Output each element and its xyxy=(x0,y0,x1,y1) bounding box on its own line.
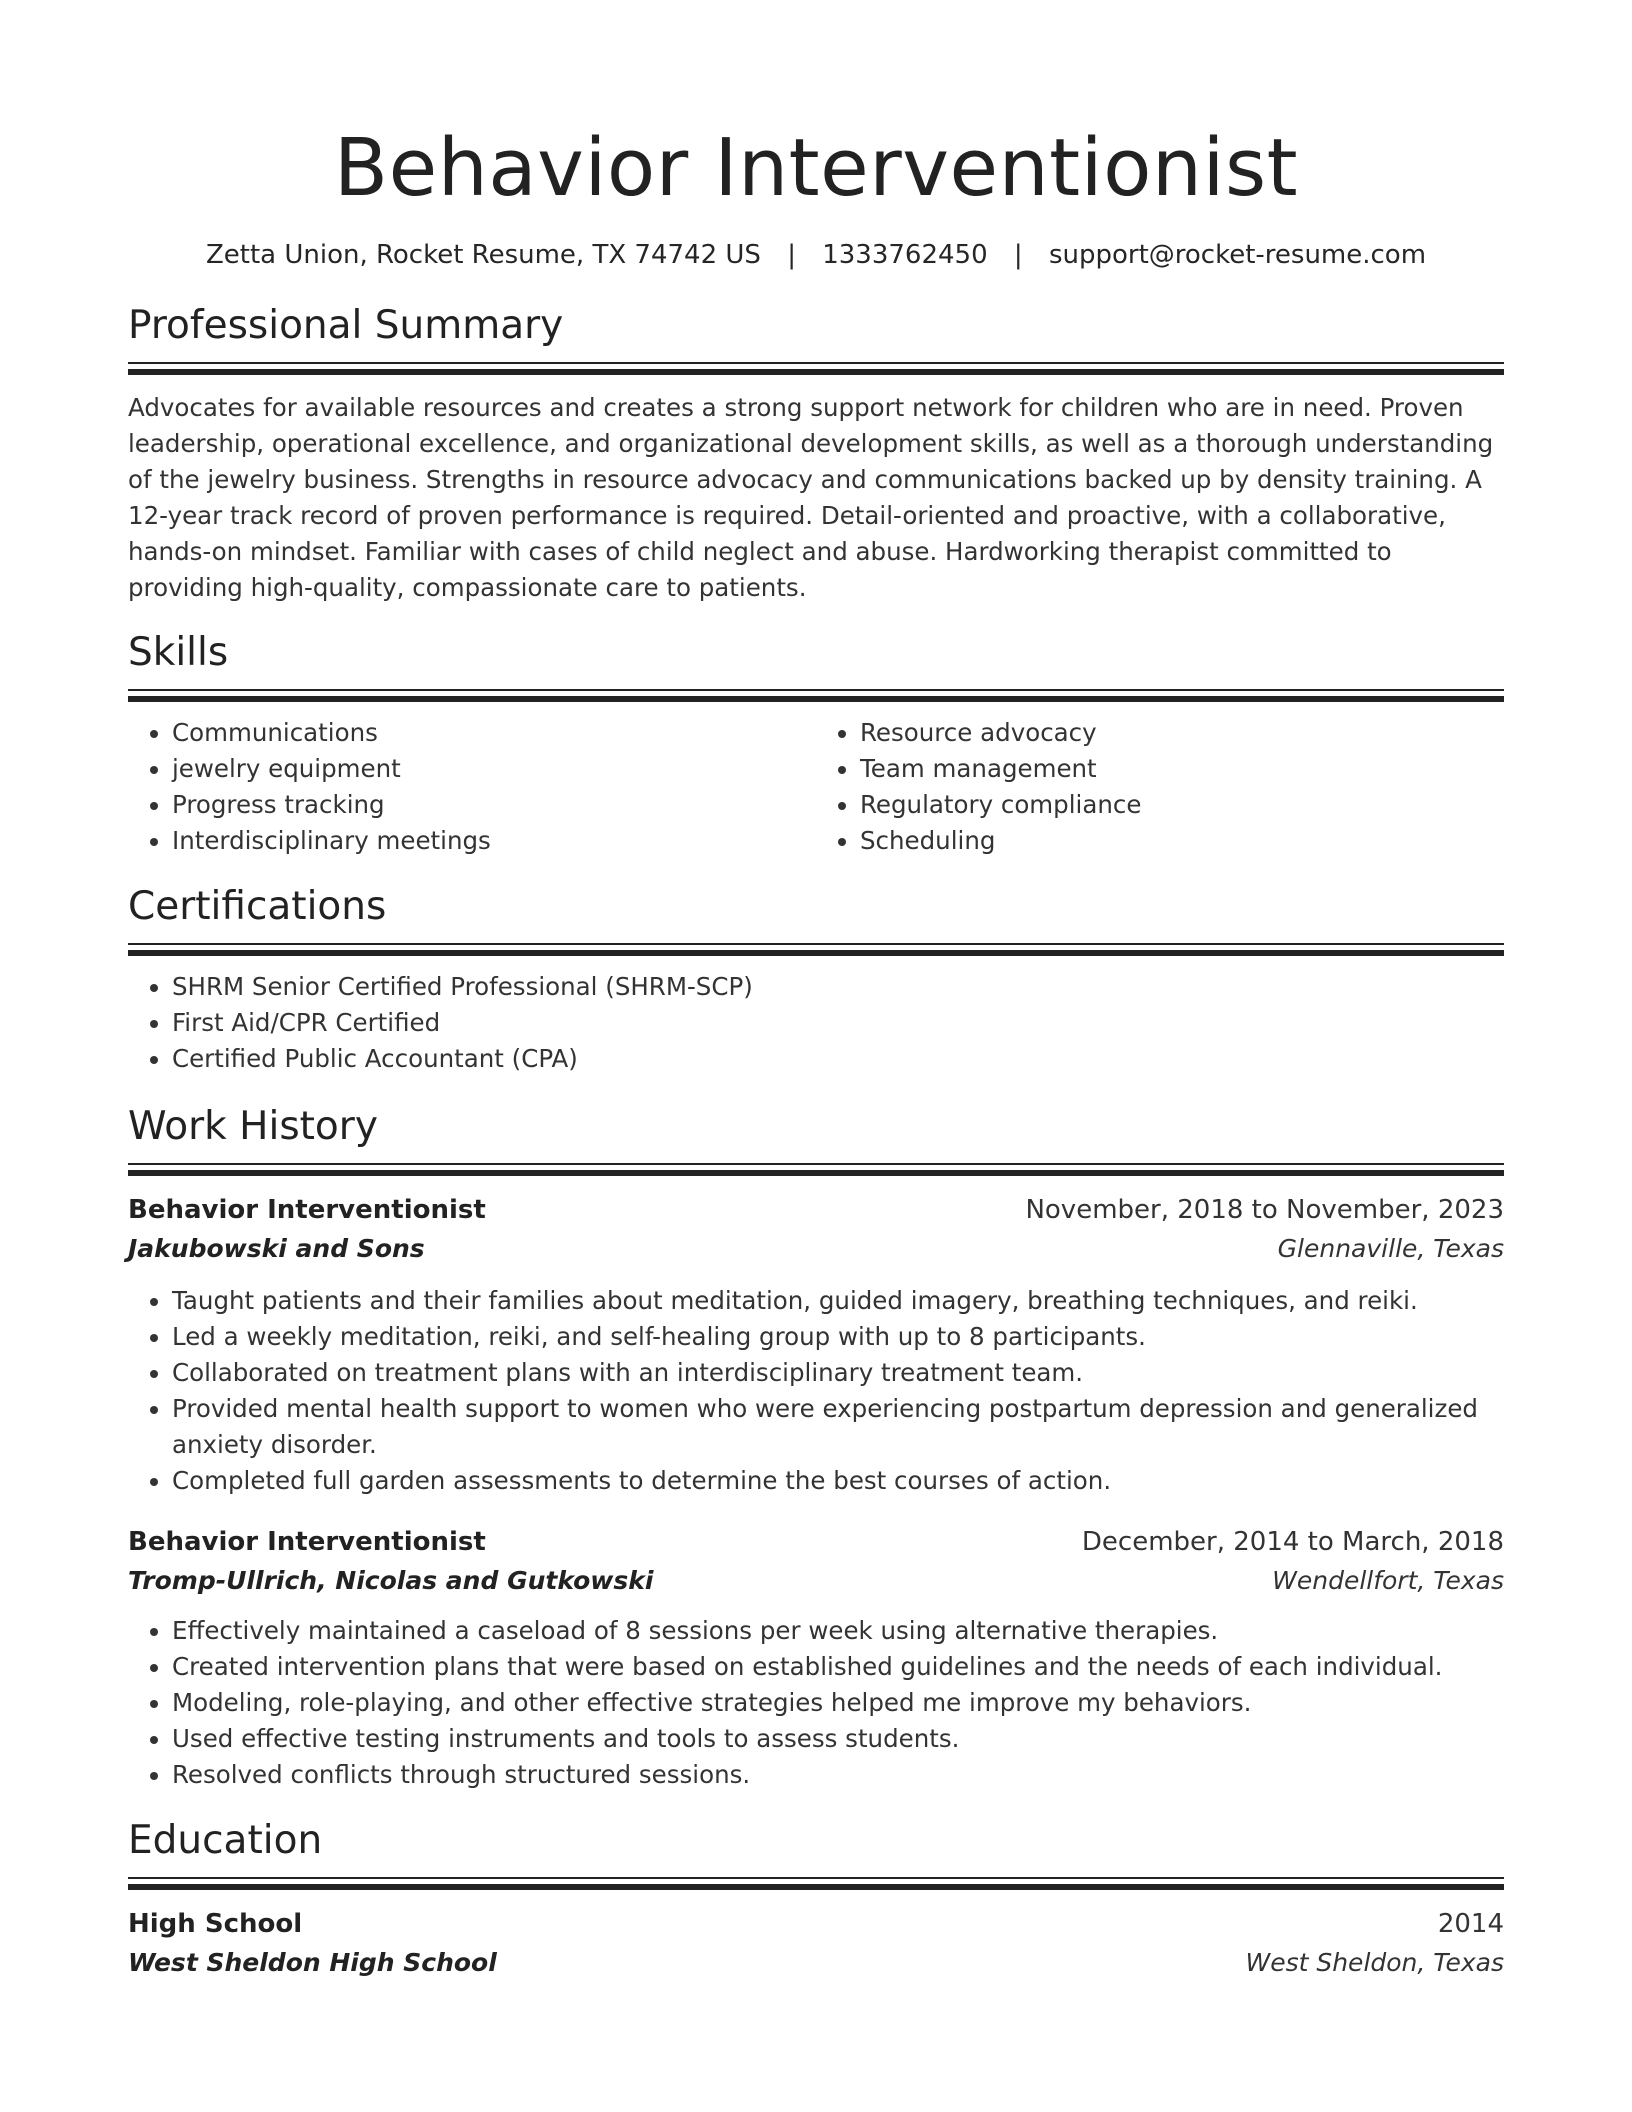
job-bullet: • Completed full garden assessments to determine the best courses of action. xyxy=(172,1463,1504,1499)
job-dates: November, 2018 to November, 2023 xyxy=(1025,1195,1504,1225)
section-divider xyxy=(128,943,1504,957)
job-title: Behavior Interventionist xyxy=(128,1527,486,1557)
section-title-certifications: Certifications xyxy=(128,884,387,929)
job-bullet: • Modeling, role-playing, and other effective strategies helped me improve my behaviors. xyxy=(172,1685,1504,1721)
job-bullet: • Taught patients and their families about meditation, guided imagery, breathing techniques, and reiki. xyxy=(172,1283,1504,1319)
contact-email[interactable]: support@rocket-resume.com xyxy=(1048,240,1427,270)
job-subheader xyxy=(128,1561,1504,1601)
education-header xyxy=(128,1905,1504,1943)
education-year: 2014 xyxy=(1437,1909,1504,1939)
skill-item: • Team management xyxy=(860,751,1504,787)
education-entry xyxy=(128,1905,1504,1983)
job-header xyxy=(128,1523,1504,1561)
education-location: West Sheldon, Texas xyxy=(1245,1948,1504,1977)
job-bullet: • Created intervention plans that were based on established guidelines and the needs of each individual. xyxy=(172,1649,1504,1685)
contact-line xyxy=(128,238,1504,272)
work-section xyxy=(128,1103,1504,1793)
job-entry xyxy=(128,1191,1504,1499)
job-bullets xyxy=(128,1613,1504,1793)
certifications-list xyxy=(128,969,1504,1077)
certification-item: • Certified Public Accountant (CPA) xyxy=(172,1041,1504,1077)
skill-item: • Resource advocacy xyxy=(860,715,1504,751)
job-bullet: • Led a weekly meditation, reiki, and self-healing group with up to 8 participants. xyxy=(172,1319,1504,1355)
education-degree: High School xyxy=(128,1909,303,1939)
job-bullets xyxy=(128,1283,1504,1499)
contact-address: Zetta Union, Rocket Resume, TX 74742 US xyxy=(205,240,761,270)
skill-item: • Interdisciplinary meetings xyxy=(172,823,816,859)
job-bullet: • Collaborated on treatment plans with an interdisciplinary treatment team. xyxy=(172,1355,1504,1391)
job-dates: December, 2014 to March, 2018 xyxy=(1081,1527,1504,1557)
job-location: Glennaville, Texas xyxy=(1277,1234,1504,1263)
summary-section xyxy=(128,302,1504,606)
summary-text: Advocates for available resources and creates a strong support network for children who are in need. Proven leadership, operational excellence, and organizational development skills, as well as a thorough understanding of the jewelry business. Strengths in resource advocacy and communications backed up by density training. A 12-year track record of proven performance is required. Detail-oriented and proactive, with a collaborative, hands-on mindset. Familiar with cases of child neglect and abuse. Hardworking therapist committed to providing high-quality, compassionate care to patients. xyxy=(128,393,1494,602)
education-school: West Sheldon High School xyxy=(128,1948,497,1977)
job-bullet: • Resolved conflicts through structured sessions. xyxy=(172,1757,1504,1793)
job-location: Wendellfort, Texas xyxy=(1272,1566,1504,1595)
certifications-section xyxy=(128,883,1504,1077)
skill-item: • Progress tracking xyxy=(172,787,816,823)
section-title-education: Education xyxy=(128,1818,323,1863)
skill-item: • Communications xyxy=(172,715,816,751)
job-entry xyxy=(128,1523,1504,1793)
skill-item: • jewelry equipment xyxy=(172,751,816,787)
skills-list-left xyxy=(128,715,816,859)
candidate-name: Behavior Interventionist xyxy=(333,122,1299,214)
job-bullet: • Used effective testing instruments and tools to assess students. xyxy=(172,1721,1504,1757)
contact-separator: | xyxy=(787,240,796,270)
contact-separator: | xyxy=(1013,240,1023,270)
certification-item: • SHRM Senior Certified Professional (SHRM-SCP) xyxy=(172,969,1504,1005)
job-bullet: • Effectively maintained a caseload of 8 sessions per week using alternative therapies. xyxy=(172,1613,1504,1649)
contact-phone: 1333762450 xyxy=(822,240,988,270)
certification-item: • First Aid/CPR Certified xyxy=(172,1005,1504,1041)
section-divider xyxy=(128,362,1504,376)
skills-list-right xyxy=(816,715,1504,859)
job-title: Behavior Interventionist xyxy=(128,1195,486,1225)
section-title-skills: Skills xyxy=(128,630,229,675)
education-subheader xyxy=(128,1943,1504,1983)
section-divider xyxy=(128,689,1504,703)
job-bullet: • Provided mental health support to women who were experiencing postpartum depression and generalized anxiety disorder. xyxy=(172,1391,1504,1463)
section-title-summary: Professional Summary xyxy=(128,303,564,348)
education-section xyxy=(128,1817,1504,1983)
section-divider xyxy=(128,1877,1504,1891)
skills-grid xyxy=(128,715,1504,859)
skill-item: • Scheduling xyxy=(860,823,1504,859)
job-subheader xyxy=(128,1229,1504,1269)
skill-item: • Regulatory compliance xyxy=(860,787,1504,823)
job-company: Jakubowski and Sons xyxy=(128,1234,425,1263)
job-header xyxy=(128,1191,1504,1229)
section-divider xyxy=(128,1163,1504,1177)
job-company: Tromp-Ullrich, Nicolas and Gutkowski xyxy=(128,1566,654,1595)
section-title-work: Work History xyxy=(128,1104,378,1149)
skills-section xyxy=(128,629,1504,859)
